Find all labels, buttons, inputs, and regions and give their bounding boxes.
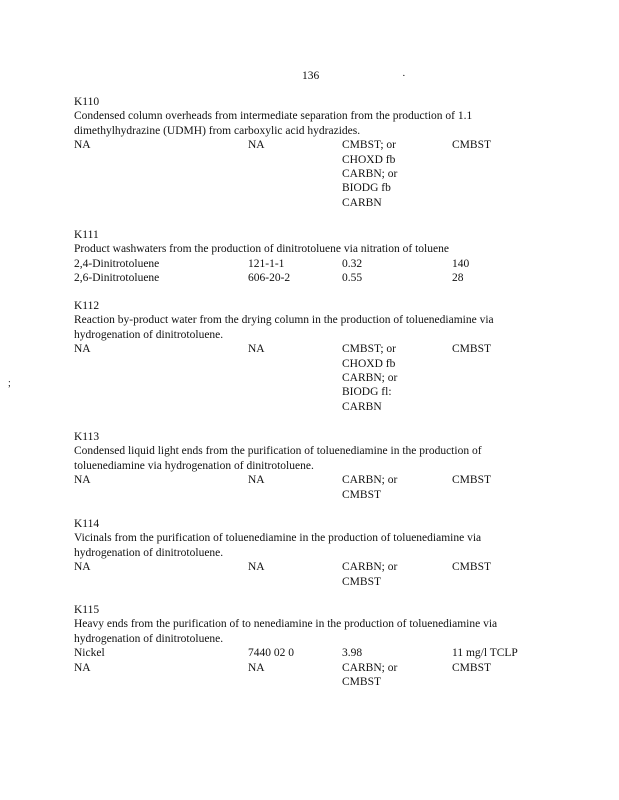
margin-mark: ; [8,378,11,389]
standard-line: CMBST [342,676,381,688]
cas-number: 121-1-1 [248,257,285,270]
waste-description-line: hydrogenation of dinitrotoluene. [74,546,224,559]
standard-line: 0.55 [342,272,363,285]
standard-line: CARBN; or [342,561,398,574]
waste-code-section [74,95,554,210]
cas-number: NA [248,474,265,487]
constituent-name: NA [74,474,91,487]
waste-code-section [74,603,554,689]
wastewater-standard [342,257,362,271]
waste-description-line: Product washwaters from the production of dinitrotoluene via nitration of toluene [74,243,449,256]
cas-number: 606-20-2 [248,272,291,285]
standard-line: CMBST [342,488,381,501]
waste-code-section [74,517,554,589]
standard-line: CMBST; or [342,139,397,152]
constituent-row [74,661,554,690]
nonwastewater-standard: 28 [452,272,464,285]
constituent-name: Nickel [74,647,105,660]
constituent-row [74,646,554,660]
waste-code: K112 [74,300,100,312]
nonwastewater-standard: CMBST [452,474,491,487]
constituent-name: NA [74,343,91,356]
constituent-row [74,271,554,285]
waste-description-line: hydrogenation of dinitrotoluene. [74,328,224,341]
cas-number: NA [248,343,265,356]
wastewater-standard [342,661,397,690]
constituent-name: NA [74,139,91,152]
cas-number: NA [248,661,265,674]
wastewater-standard [342,271,362,285]
wastewater-standard [342,342,397,414]
standard-line: 0.32 [342,257,363,270]
constituent-row [74,560,554,589]
standard-line: CHOXD fb [342,153,396,166]
waste-description-line: Reaction by-product water from the drying column in the production of toluenediamine via [74,314,494,327]
waste-description-line: Condensed column overheads from intermediate separation from the production of 1.1 [74,110,473,123]
constituent-row [74,257,554,271]
waste-description-line: dimethylhydrazine (UDMH) from carboxylic acid hydrazides. [74,124,361,137]
constituent-name: 2,4-Dinitrotoluene [74,257,160,270]
nonwastewater-standard: CMBST [452,343,491,356]
standard-line: CMBST [342,575,381,588]
wastewater-standard [342,646,362,660]
waste-description-line: Condensed liquid light ends from the purification of toluenediamine in the production of [74,445,482,458]
constituent-row [74,342,554,414]
wastewater-standard [342,560,397,589]
nonwastewater-standard: CMBST [452,561,491,574]
standard-line: CMBST; or [342,343,397,356]
waste-description-line: toluenediamine via hydrogenation of dinitrotoluene. [74,459,314,472]
waste-code: K115 [74,604,100,616]
standard-line: CARBN; or [342,661,398,674]
wastewater-standard [342,138,397,210]
standard-line: BIODG fb [342,182,391,195]
page-number: 136 [302,70,320,82]
standard-line: CARBN; or [342,474,398,487]
constituent-row [74,473,554,502]
waste-code-section [74,228,554,286]
page-mark: · [402,70,406,82]
cas-number: NA [248,561,265,574]
constituent-name: NA [74,661,91,674]
wastewater-standard [342,473,397,502]
standard-line: CHOXD fb [342,357,396,370]
standard-line: CARBN; or [342,372,398,385]
standard-line: CARBN; or [342,168,398,181]
waste-description-line: Vicinals from the purification of toluenediamine in the production of toluenediamine via [74,532,482,545]
waste-code-section [74,430,554,502]
standard-line: CARBN [342,400,382,413]
standard-line: 3.98 [342,647,363,660]
constituent-row [74,138,554,210]
waste-description-line: hydrogenation of dinitrotoluene. [74,632,224,645]
waste-description-line: Heavy ends from the purification of to nenediamine in the production of toluenediamine via [74,618,498,631]
standard-line: CARBN [342,196,382,209]
nonwastewater-standard: CMBST [452,139,491,152]
standard-line: BIODG fl: [342,386,392,399]
waste-code: K113 [74,431,100,443]
constituent-name: 2,6-Dinitrotoluene [74,272,160,285]
waste-code-section [74,299,554,414]
cas-number: NA [248,139,265,152]
waste-code: K114 [74,518,100,530]
constituent-name: NA [74,561,91,574]
cas-number: 7440 02 0 [248,647,294,660]
nonwastewater-standard: CMBST [452,661,491,674]
waste-code: K110 [74,96,100,108]
nonwastewater-standard: 140 [452,257,470,270]
waste-code: K111 [74,229,99,241]
nonwastewater-standard: 11 mg/l TCLP [452,647,518,660]
